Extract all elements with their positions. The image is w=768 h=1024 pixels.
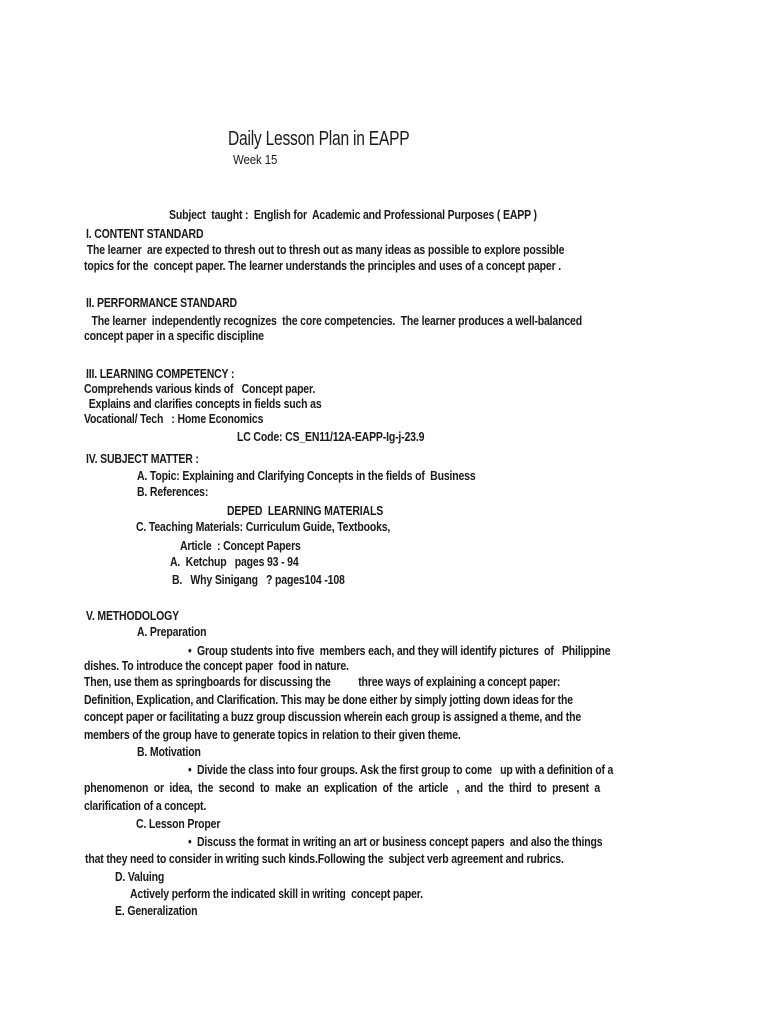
lesson-proper-line-2: that they need to consider in writing such kinds.Following the subject verb agreement and rubrics. bbox=[85, 852, 564, 866]
preparation-line-2: dishes. To introduce the concept paper food in nature. bbox=[84, 659, 349, 673]
preparation-line-3: Then, use them as springboards for discussing the three ways of explaining a concept paper: bbox=[84, 675, 561, 689]
methodology-valuing-label: D. Valuing bbox=[115, 870, 165, 884]
subject-matter-references-label: B. References: bbox=[137, 485, 209, 499]
doc-week: Week 15 bbox=[233, 152, 278, 167]
motivation-line-3: clarification of a concept. bbox=[84, 799, 207, 813]
preparation-line-5: concept paper or facilitating a buzz group discussion wherein each group is assigned a theme, and the bbox=[84, 710, 582, 724]
subject-matter-article-a: A. Ketchup pages 93 - 94 bbox=[170, 555, 299, 569]
valuing-line-1: Actively perform the indicated skill in writing concept paper. bbox=[130, 887, 423, 901]
content-standard-line-1: The learner are expected to thresh out to thresh out as many ideas as possible to explore possible bbox=[84, 243, 565, 257]
subject-matter-references-value: DEPED LEARNING MATERIALS bbox=[227, 504, 384, 518]
lc-code: LC Code: CS_EN11/12A-EAPP-Ig-j-23.9 bbox=[237, 430, 425, 444]
performance-standard-line-1: The learner independently recognizes the core competencies. The learner produces a well-balanced bbox=[86, 314, 582, 328]
heading-learning-competency: III. LEARNING COMPETENCY : bbox=[86, 367, 235, 381]
methodology-generalization-label: E. Generalization bbox=[115, 904, 198, 918]
methodology-lesson-proper-label: C. Lesson Proper bbox=[136, 817, 221, 831]
lesson-proper-line-1: • Discuss the format in writing an art or business concept papers and also the things bbox=[188, 835, 603, 849]
learning-competency-line-2: Explains and clarifies concepts in fields such as bbox=[86, 397, 322, 411]
heading-methodology: V. METHODOLOGY bbox=[86, 609, 179, 623]
subject-taught-line: Subject taught : English for Academic and Professional Purposes ( EAPP ) bbox=[169, 208, 537, 222]
methodology-preparation-label: A. Preparation bbox=[137, 625, 207, 639]
performance-standard-line-2: concept paper in a specific discipline bbox=[84, 329, 264, 343]
subject-matter-teaching-materials: C. Teaching Materials: Curriculum Guide, Textbooks, bbox=[136, 520, 391, 534]
preparation-line-4: Definition, Explication, and Clarification. This may be done either by simply jotting down ideas for the bbox=[84, 693, 573, 707]
heading-performance-standard: II. PERFORMANCE STANDARD bbox=[86, 296, 237, 310]
motivation-line-1: • Divide the class into four groups. Ask the first group to come up with a definition of a bbox=[188, 763, 614, 777]
learning-competency-line-3: Vocational/ Tech : Home Economics bbox=[84, 412, 264, 426]
motivation-line-2: phenomenon or idea, the second to make an explication of the article , and the third to present a bbox=[84, 781, 601, 795]
subject-matter-article-b: B. Why Sinigang ? pages104 -108 bbox=[172, 573, 345, 587]
subject-matter-topic: A. Topic: Explaining and Clarifying Concepts in the fields of Business bbox=[137, 469, 476, 483]
doc-title: Daily Lesson Plan in EAPP bbox=[228, 128, 410, 150]
preparation-line-1: • Group students into five members each, and they will identify pictures of Philippine bbox=[188, 644, 611, 658]
subject-matter-article-label: Article : Concept Papers bbox=[180, 539, 301, 553]
preparation-line-6: members of the group have to generate topics in relation to their given theme. bbox=[84, 728, 461, 742]
learning-competency-line-1: Comprehends various kinds of Concept paper. bbox=[84, 382, 316, 396]
heading-subject-matter: IV. SUBJECT MATTER : bbox=[86, 452, 199, 466]
content-standard-line-2: topics for the concept paper. The learner understands the principles and uses of a concept paper . bbox=[84, 259, 561, 273]
methodology-motivation-label: B. Motivation bbox=[137, 745, 201, 759]
heading-content-standard: I. CONTENT STANDARD bbox=[86, 227, 204, 241]
